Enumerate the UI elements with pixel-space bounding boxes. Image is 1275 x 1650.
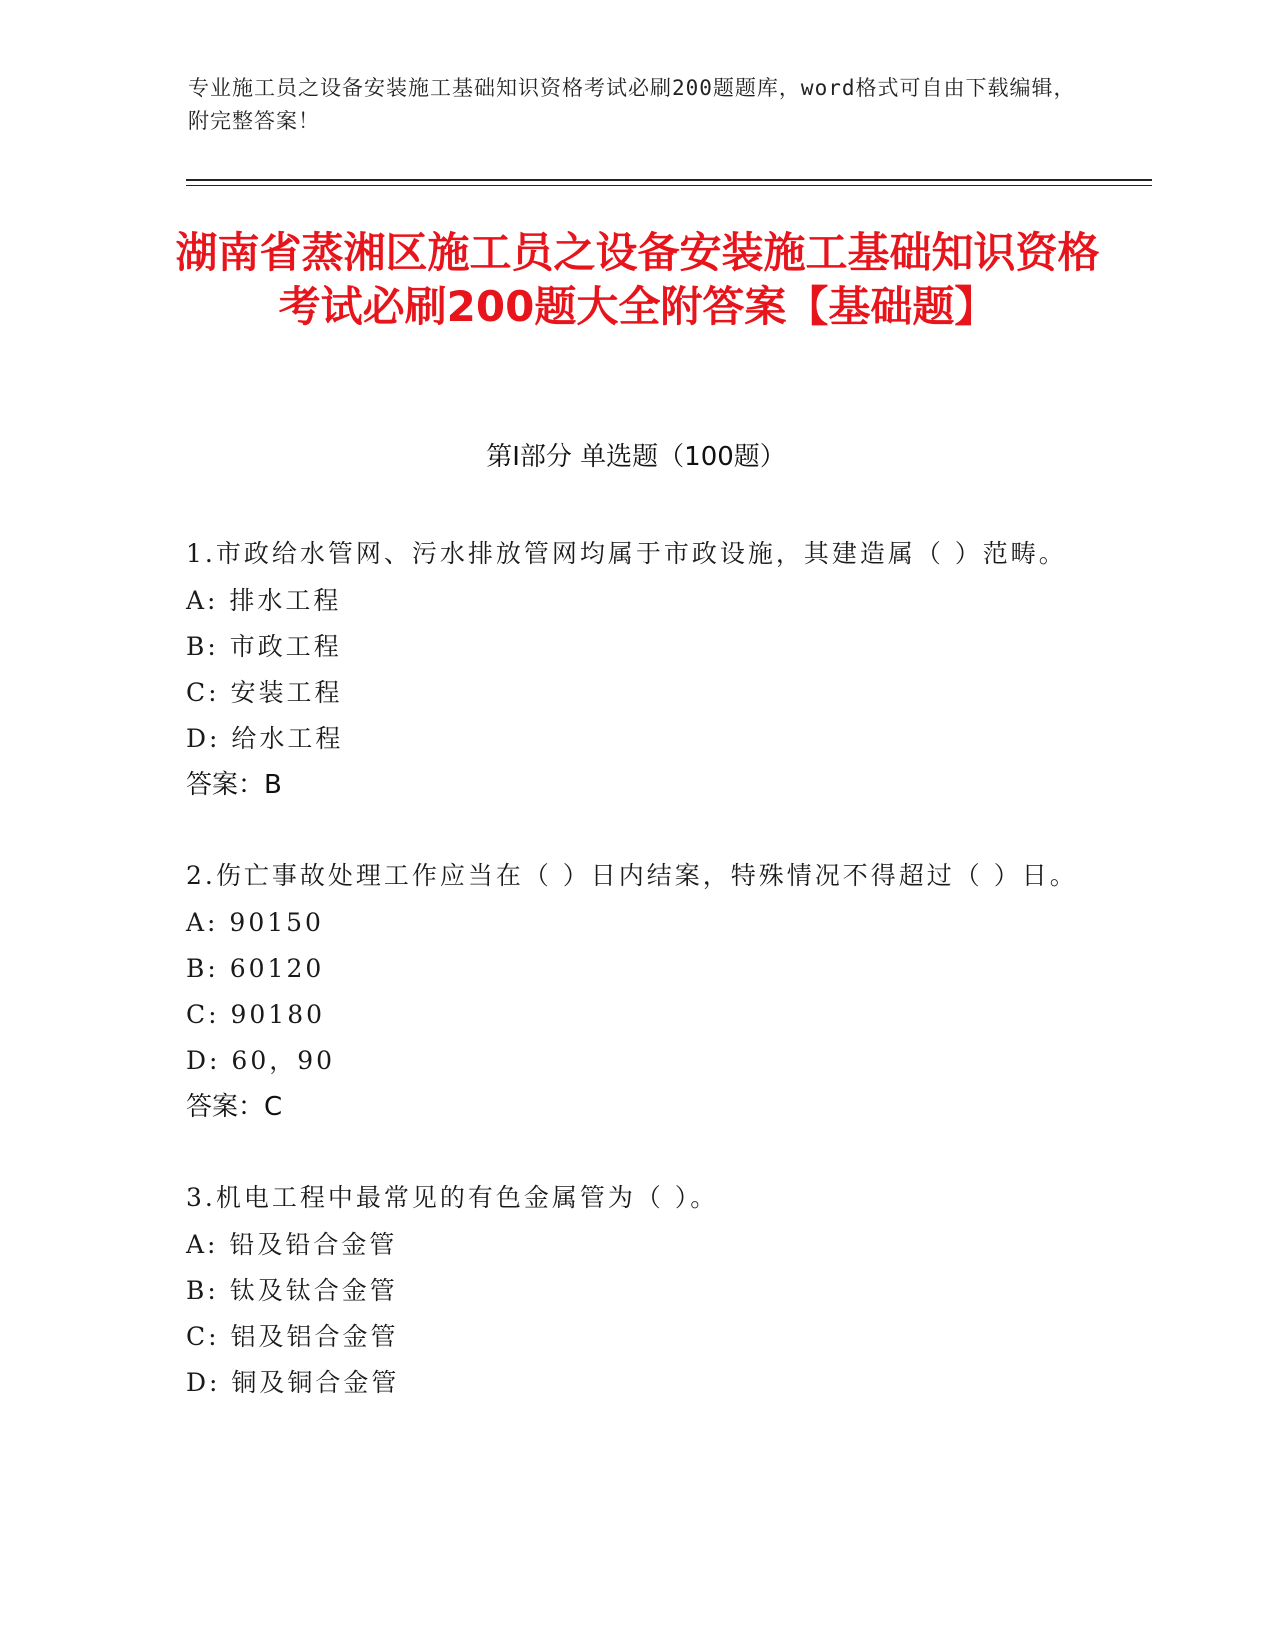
option-a: A: 排水工程	[186, 586, 342, 615]
option-d: D: 铜及铜合金管	[186, 1368, 400, 1397]
option-d: D: 60，90	[186, 1046, 336, 1075]
option-a: A: 90150	[186, 908, 324, 937]
option-b: B: 市政工程	[186, 632, 342, 661]
option-b: B: 钛及钛合金管	[186, 1276, 398, 1305]
question-spacer	[186, 808, 1086, 852]
option-a: A: 铅及铅合金管	[186, 1230, 398, 1259]
option-c: C: 铝及铝合金管	[186, 1322, 399, 1351]
question-1	[186, 530, 1086, 808]
option-c: C: 安装工程	[186, 678, 343, 707]
question-list	[186, 530, 1086, 1406]
header-rule-thin	[186, 185, 1152, 186]
section-title: 第Ⅰ部分 单选题（100题）	[486, 442, 786, 472]
option-c: C: 90180	[186, 1000, 326, 1029]
question-2	[186, 852, 1086, 1130]
question-3	[186, 1174, 1086, 1406]
question-stem: 1.市政给水管网、污水排放管网均属于市政设施，其建造属（ ）范畴。	[186, 539, 1067, 568]
option-b: B: 60120	[186, 954, 325, 983]
question-spacer	[186, 1130, 1086, 1174]
document-title: 湖南省蒸湘区施工员之设备安装施工基础知识资格考试必刷200题大全附答案【基础题】	[175, 228, 1100, 331]
option-d: D: 给水工程	[186, 724, 344, 753]
answer: 答案：B	[186, 770, 282, 800]
header-note: 专业施工员之设备安装施工基础知识资格考试必刷200题题库，word格式可自由下载编辑，附完整答案！	[188, 76, 1076, 133]
question-stem: 3.机电工程中最常见的有色金属管为（ ）。	[186, 1183, 719, 1212]
question-stem: 2.伤亡事故处理工作应当在（ ）日内结案，特殊情况不得超过（ ）日。	[186, 861, 1078, 890]
header-rule-thick	[186, 179, 1152, 181]
answer: 答案：C	[186, 1092, 283, 1122]
